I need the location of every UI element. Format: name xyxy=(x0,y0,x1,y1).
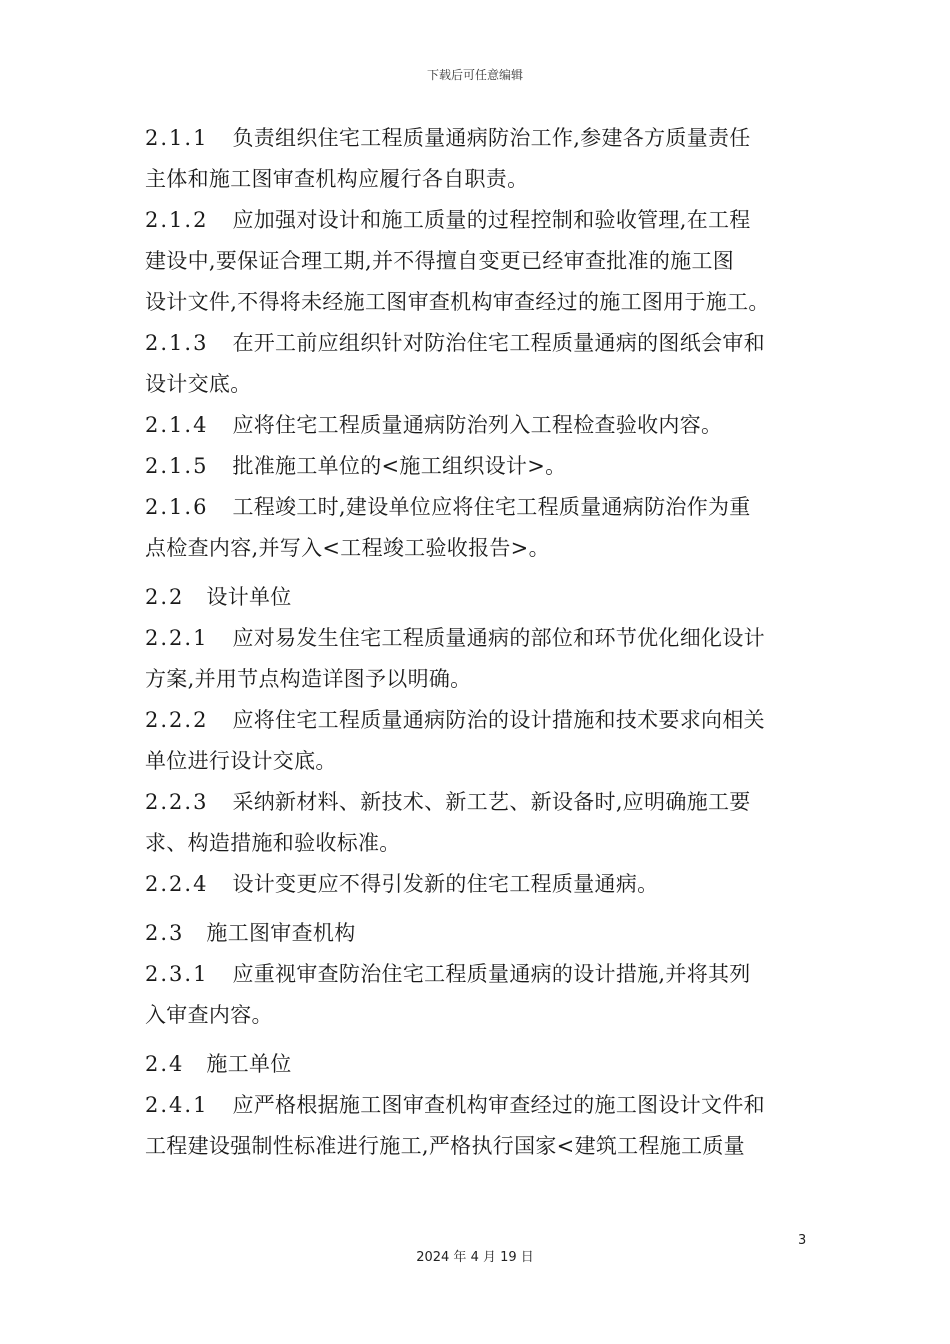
line-text: 在开工前应组织针对防治住宅工程质量通病的图纸会审和 xyxy=(232,331,765,355)
paragraph-line xyxy=(145,282,825,323)
paragraph-line xyxy=(145,405,825,446)
line-text: 应将住宅工程质量通病防治的设计措施和技术要求向相关 xyxy=(232,708,765,732)
paragraph-line xyxy=(145,618,825,659)
line-text: 设计变更应不得引发新的住宅工程质量通病。 xyxy=(232,872,659,896)
paragraph-line xyxy=(145,446,825,487)
clause-number: 2.4 xyxy=(145,1052,185,1076)
clause-number: 2.1.4 xyxy=(145,413,209,437)
clause-number: 2.1.3 xyxy=(145,331,209,355)
clause-number: 2.1.6 xyxy=(145,495,209,519)
line-text: 设计交底。 xyxy=(145,372,252,396)
line-text: 应将住宅工程质量通病防治列入工程检查验收内容。 xyxy=(232,413,723,437)
line-text: 采纳新材料、新技术、新工艺、新设备时,应明确施工要 xyxy=(232,790,751,814)
clause-number: 2.3 xyxy=(145,921,185,945)
page-number: 3 xyxy=(798,1233,807,1248)
line-text: 设计文件,不得将未经施工图审查机构审查经过的施工图用于施工。 xyxy=(145,290,770,314)
section-gap xyxy=(145,1036,825,1044)
paragraph-line xyxy=(145,659,825,700)
paragraph-line xyxy=(145,200,825,241)
page-header: 下载后可任意编辑 xyxy=(426,68,523,82)
clause-number: 2.2 xyxy=(145,585,185,609)
clause-number: 2.2.2 xyxy=(145,708,209,732)
clause-number: 2.1.5 xyxy=(145,454,209,478)
paragraph-line xyxy=(145,995,825,1036)
paragraph-line xyxy=(145,364,825,405)
line-text: 工程竣工时,建设单位应将住宅工程质量通病防治作为重 xyxy=(232,495,751,519)
paragraph-line xyxy=(145,700,825,741)
line-text: 入审查内容。 xyxy=(145,1003,273,1027)
clause-number: 2.1.1 xyxy=(145,126,209,150)
paragraph-line xyxy=(145,1126,825,1167)
clause-number: 2.3.1 xyxy=(145,962,209,986)
line-text: 建设中,要保证合理工期,并不得擅自变更已经审查批准的施工图 xyxy=(145,249,735,273)
line-text: 应严格根据施工图审查机构审查经过的施工图设计文件和 xyxy=(232,1093,765,1117)
document-body xyxy=(145,118,825,1167)
line-text: 点检查内容,并写入<工程竣工验收报告>。 xyxy=(145,536,550,560)
line-text: 工程建设强制性标准进行施工,严格执行国家<建筑工程施工质量 xyxy=(145,1134,745,1158)
section-heading xyxy=(145,577,825,618)
paragraph-line xyxy=(145,864,825,905)
line-text: 主体和施工图审查机构应履行各自职责。 xyxy=(145,167,529,191)
line-text: 应加强对设计和施工质量的过程控制和验收管理,在工程 xyxy=(232,208,751,232)
clause-number: 2.1.2 xyxy=(145,208,209,232)
clause-number: 2.2.4 xyxy=(145,872,209,896)
paragraph-line xyxy=(145,1085,825,1126)
paragraph-line xyxy=(145,118,825,159)
paragraph-line xyxy=(145,954,825,995)
line-text: 批准施工单位的<施工组织设计>。 xyxy=(232,454,567,478)
section-title: 设计单位 xyxy=(206,585,292,609)
paragraph-line xyxy=(145,159,825,200)
section-heading xyxy=(145,913,825,954)
section-title: 施工图审查机构 xyxy=(206,921,356,945)
section-title: 施工单位 xyxy=(206,1052,292,1076)
clause-number: 2.4.1 xyxy=(145,1093,209,1117)
line-text: 负责组织住宅工程质量通病防治工作,参建各方质量责任 xyxy=(232,126,751,150)
line-text: 单位进行设计交底。 xyxy=(145,749,337,773)
paragraph-line xyxy=(145,528,825,569)
paragraph-line xyxy=(145,241,825,282)
paragraph-line xyxy=(145,823,825,864)
paragraph-line xyxy=(145,323,825,364)
paragraph-line xyxy=(145,741,825,782)
clause-number: 2.2.3 xyxy=(145,790,209,814)
footer-date: 2024 年 4 月 19 日 xyxy=(416,1250,534,1265)
line-text: 应对易发生住宅工程质量通病的部位和环节优化细化设计 xyxy=(232,626,765,650)
section-gap xyxy=(145,905,825,913)
paragraph-line xyxy=(145,782,825,823)
clause-number: 2.2.1 xyxy=(145,626,209,650)
line-text: 应重视审查防治住宅工程质量通病的设计措施,并将其列 xyxy=(232,962,751,986)
line-text: 求、构造措施和验收标准。 xyxy=(145,831,401,855)
line-text: 方案,并用节点构造详图予以明确。 xyxy=(145,667,472,691)
section-heading xyxy=(145,1044,825,1085)
section-gap xyxy=(145,569,825,577)
paragraph-line xyxy=(145,487,825,528)
